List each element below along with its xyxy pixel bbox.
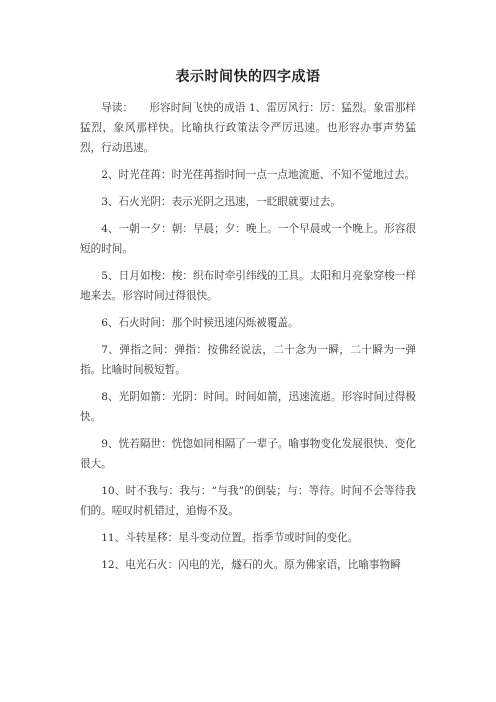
paragraph-10: 10、时不我与：我与：“与我”的倒装；与：等待。时间不会等待我们的。嗟叹时机错过，追悔不及。 (80, 485, 416, 517)
paragraph-12: 12、电光石火：闪电的光，燧石的火。原为佛家语，比喻事物瞬 (101, 559, 401, 571)
paragraph-3: 3、石火光阴：表示光阴之迅速，一眨眼就要过去。 (101, 196, 341, 208)
paragraph-4: 4、一朝一夕：朝：早晨；夕：晚上。一个早晨或一个晚上。形容很短的时间。 (80, 223, 416, 255)
paragraph-11: 11、斗转星移：星斗变动位置。指季节或时间的变化。 (101, 532, 359, 544)
paragraph-intro: 导读： 形容时间飞快的成语 1、雷厉风行：厉：猛烈。象雷那样猛烈，象风那样快。比喻执行政策法令严厉迅速。也形容办事声势猛烈，行动迅速。 (80, 102, 416, 154)
paragraph-7: 7、弹指之间：弹指：按佛经说法，二十念为一瞬，二十瞬为一弹指。比喻时间极短暂。 (80, 344, 416, 376)
paragraph-2: 2、时光荏苒：时光荏苒指时间一点一点地流逝、不知不觉地过去。 (101, 169, 416, 181)
paragraph-5: 5、日月如梭：梭：织布时牵引纬线的工具。太阳和月亮象穿梭一样地来去。形容时间过得很快。 (80, 270, 416, 302)
paragraph-6: 6、石火时间：那个时候迅速闪烁被覆盖。 (101, 317, 299, 329)
paragraph-8: 8、光阴如箭：光阴：时间。时间如箭，迅速流逝。形容时间过得极快。 (80, 391, 416, 423)
document-title: 表示时间快的四字成语 (175, 69, 321, 85)
paragraph-9: 9、恍若隔世：恍惚如同相隔了一辈子。喻事物变化发展很快、变化很大。 (80, 438, 416, 470)
